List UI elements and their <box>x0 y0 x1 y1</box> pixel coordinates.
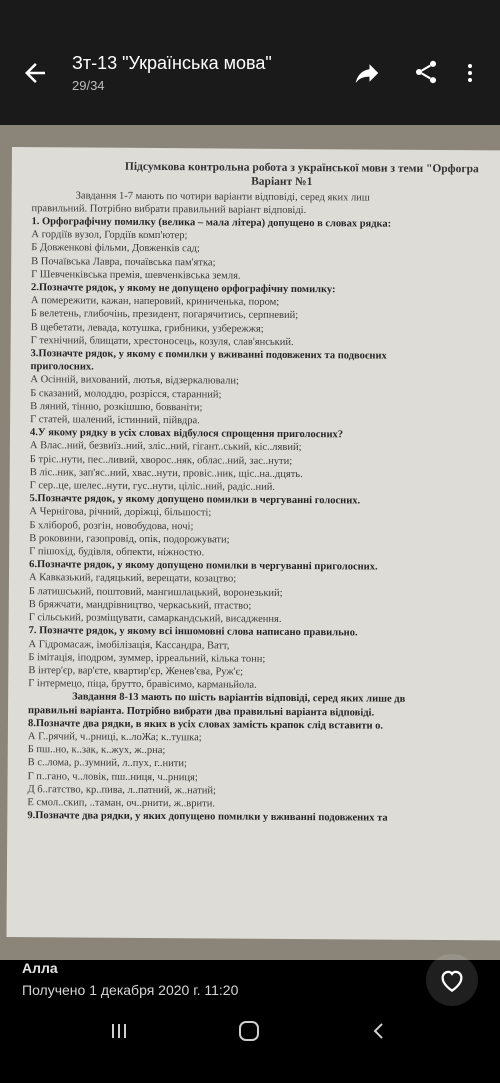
answer-option: А Кавказький, гадяцький, верещати, козацтво; <box>28 572 237 586</box>
answer-option: Б Довженкові фільми, Довженків сад; <box>31 242 200 255</box>
answer-option: В Почаївська Лавра, почаївська пам'ятка; <box>31 255 216 269</box>
question-text: 1. Орфографічну помилку (велика – мала літера) допущено в словах рядка: <box>31 216 392 230</box>
question-text: 4.У якому рядку в усіх словах відбулося спрощення приголосних? <box>29 427 344 441</box>
intro-line: Завдання 1-7 мають по чотири варіанти відповіді, серед яких лиш <box>75 190 370 204</box>
like-button[interactable] <box>426 954 478 1006</box>
back-chevron-icon <box>368 1020 390 1042</box>
intro-line: Завдання 8-13 мають по шість варіантів відповіді, серед яких лише дв <box>72 691 406 706</box>
forward-arrow-icon <box>352 58 382 88</box>
answer-option: В роковини, газопровід, опік, подорожувати; <box>29 533 230 546</box>
question-block <box>30 426 500 496</box>
home-icon <box>236 1018 262 1044</box>
system-back-button[interactable] <box>359 1016 399 1046</box>
intro-line: правильний. Потрібно вибрати правильний варіант відповіді. <box>31 203 307 217</box>
question-text: 2.Позначте рядок, у якому не допущено орфографічну помилку: <box>30 282 336 296</box>
answer-option: В ляний, тінню, розкішшю, бовваніти; <box>30 400 203 414</box>
question-text: 9.Позначте два рядки, у яких допущено помилки у вживанні подовжених та <box>27 810 388 824</box>
question-text: 7. Позначте рядок, у якому всі іншомовні слова написано правильно. <box>28 625 358 639</box>
answer-option: А Гідромасаж, імобілізація, Кассандра, Ватт, <box>28 638 230 652</box>
photo-viewer[interactable] <box>0 125 500 960</box>
question-text: приголосних. <box>30 361 94 373</box>
answer-option: Б сказаний, молоддю, розрісся, старанний; <box>30 387 222 401</box>
question-text: 3.Позначте рядок, у якому є помилки у вживанні подовжених та подвоєних <box>30 348 387 362</box>
question-text: 5.Позначте рядок, у якому допущено помилки в чергуванні голосних. <box>29 493 361 507</box>
intro-line: правильні варіанта. Потрібно вибрати два правильні варіанта відповіді. <box>28 704 375 719</box>
answer-option: Г Шевченківська премія, шевченківська земля. <box>31 268 241 282</box>
question-text: 6.Позначте рядок, у якому допущено помилки в чергуванні приголосних. <box>29 559 378 573</box>
answer-option: Е смол..скип, ..таман, оч..рнити, ж..врити. <box>27 797 216 810</box>
answer-option: Б велетень, глибочінь, президент, погарячитись, серпневий; <box>30 308 299 322</box>
received-timestamp: Получено 1 декабря 2020 г. 11:20 <box>22 982 239 998</box>
document-page <box>6 147 500 941</box>
question-text: 8.Позначте два рядки, в яких в усіх словах замість крапок слід вставити о. <box>27 717 384 732</box>
document-variant: Варіант №1 <box>251 175 313 189</box>
sender-name: Алла <box>22 960 58 976</box>
answer-option: Б пш..но, к..зак, к..жух, ж..рна; <box>27 744 166 757</box>
heart-outline-icon <box>437 965 467 995</box>
answer-option: Б імітація, іподром, зуммер, ірреальний, кілька тонн; <box>28 651 266 665</box>
answer-option: Б хлібороб, розгін, новобудова, ночі; <box>29 519 194 532</box>
answer-option: В бряжчати, мандрівництво, черкаський, птаство; <box>28 599 252 612</box>
answer-option: А помережити, кажан, наперовий, криниченька, пором; <box>30 295 280 309</box>
recent-apps-button[interactable] <box>99 1016 139 1046</box>
answer-option: В ліс..ник, зап'яс..ний, хвас..нути, провіс..ник, щіс..на..дцять. <box>29 466 303 480</box>
answer-option: Г п..гано, ч..ловік, пш..ниця, ч..рниця; <box>27 770 198 783</box>
answer-option: В щебетати, левада, котушка, грибники, узбережжя; <box>30 321 264 335</box>
answer-option: А Влас..ний, безвиїз..ний, зліс..ний, гігант..ський, кіс..лявий; <box>29 440 302 454</box>
share-icon <box>412 58 440 86</box>
answer-option: А гордіїв вузол, Гордіїв комп'ютер; <box>31 229 188 242</box>
answer-option: Г сільський, розміщувати, самаркандський, висадження. <box>28 612 282 625</box>
question-block <box>29 558 500 628</box>
chat-title: Зт-13 "Українська мова" <box>72 53 272 73</box>
document-title: Підсумкова контрольна робота з української мови з теми "Орфогра <box>124 160 479 176</box>
answer-option: Г статей, шалений, істинний, пійвдра. <box>30 414 200 427</box>
more-button[interactable] <box>458 58 482 88</box>
image-counter: 29/34 <box>72 78 105 93</box>
question-block <box>28 624 500 694</box>
answer-option: Г пішохід, будівля, обпекти, ніжностю. <box>29 546 205 559</box>
arrow-left-icon <box>20 58 50 88</box>
top-app-bar <box>0 0 500 125</box>
question-block <box>30 347 500 430</box>
question-block <box>31 281 500 351</box>
answer-option: Б латишський, поштовий, мангишлацький, воронезький; <box>28 585 283 599</box>
more-vertical-icon <box>458 58 482 88</box>
answer-option: А Чернігова, річний, доріжці, більшості; <box>29 506 212 519</box>
answer-option: Г сер..це, шелес..нути, гус..нути, ціліс..ний, радіс..ний. <box>29 480 276 493</box>
answer-option: А Осінній, вихований, лютья, відзеркалювали; <box>30 374 240 388</box>
recent-apps-icon <box>107 1021 131 1041</box>
title-block <box>72 52 372 93</box>
answer-option: Г технічний, блищати, хрестоносець, козуля, слав'янський. <box>30 334 294 348</box>
question-block <box>27 809 500 826</box>
answer-option: В інтер'єр, вар'єте, квартир'єр, Женев'єва, Руж'є; <box>28 665 244 678</box>
home-button[interactable] <box>229 1016 269 1046</box>
answer-option: А Г..рячий, ч..рниці, к..лоЖа; к..тушка; <box>27 731 202 744</box>
answer-option: Д б..гатство, кр..пива, л..патний, ж..натий; <box>27 783 217 797</box>
question-block <box>29 492 500 562</box>
answer-option: Б тріс..нути, пес..ливий, хворос..няк, облас..ний, зас..нути; <box>29 453 293 467</box>
share-button[interactable] <box>412 58 442 88</box>
back-button[interactable] <box>20 58 50 88</box>
question-block <box>31 215 500 285</box>
answer-option: Г інтермецо, піца, брутто, бравісимо, карманьйола. <box>28 678 257 691</box>
bottom-panel <box>0 960 500 1083</box>
question-block <box>27 717 500 813</box>
forward-button[interactable] <box>352 58 382 88</box>
answer-option: В с..лома, р..зумний, л..пух, г..нити; <box>27 757 187 770</box>
